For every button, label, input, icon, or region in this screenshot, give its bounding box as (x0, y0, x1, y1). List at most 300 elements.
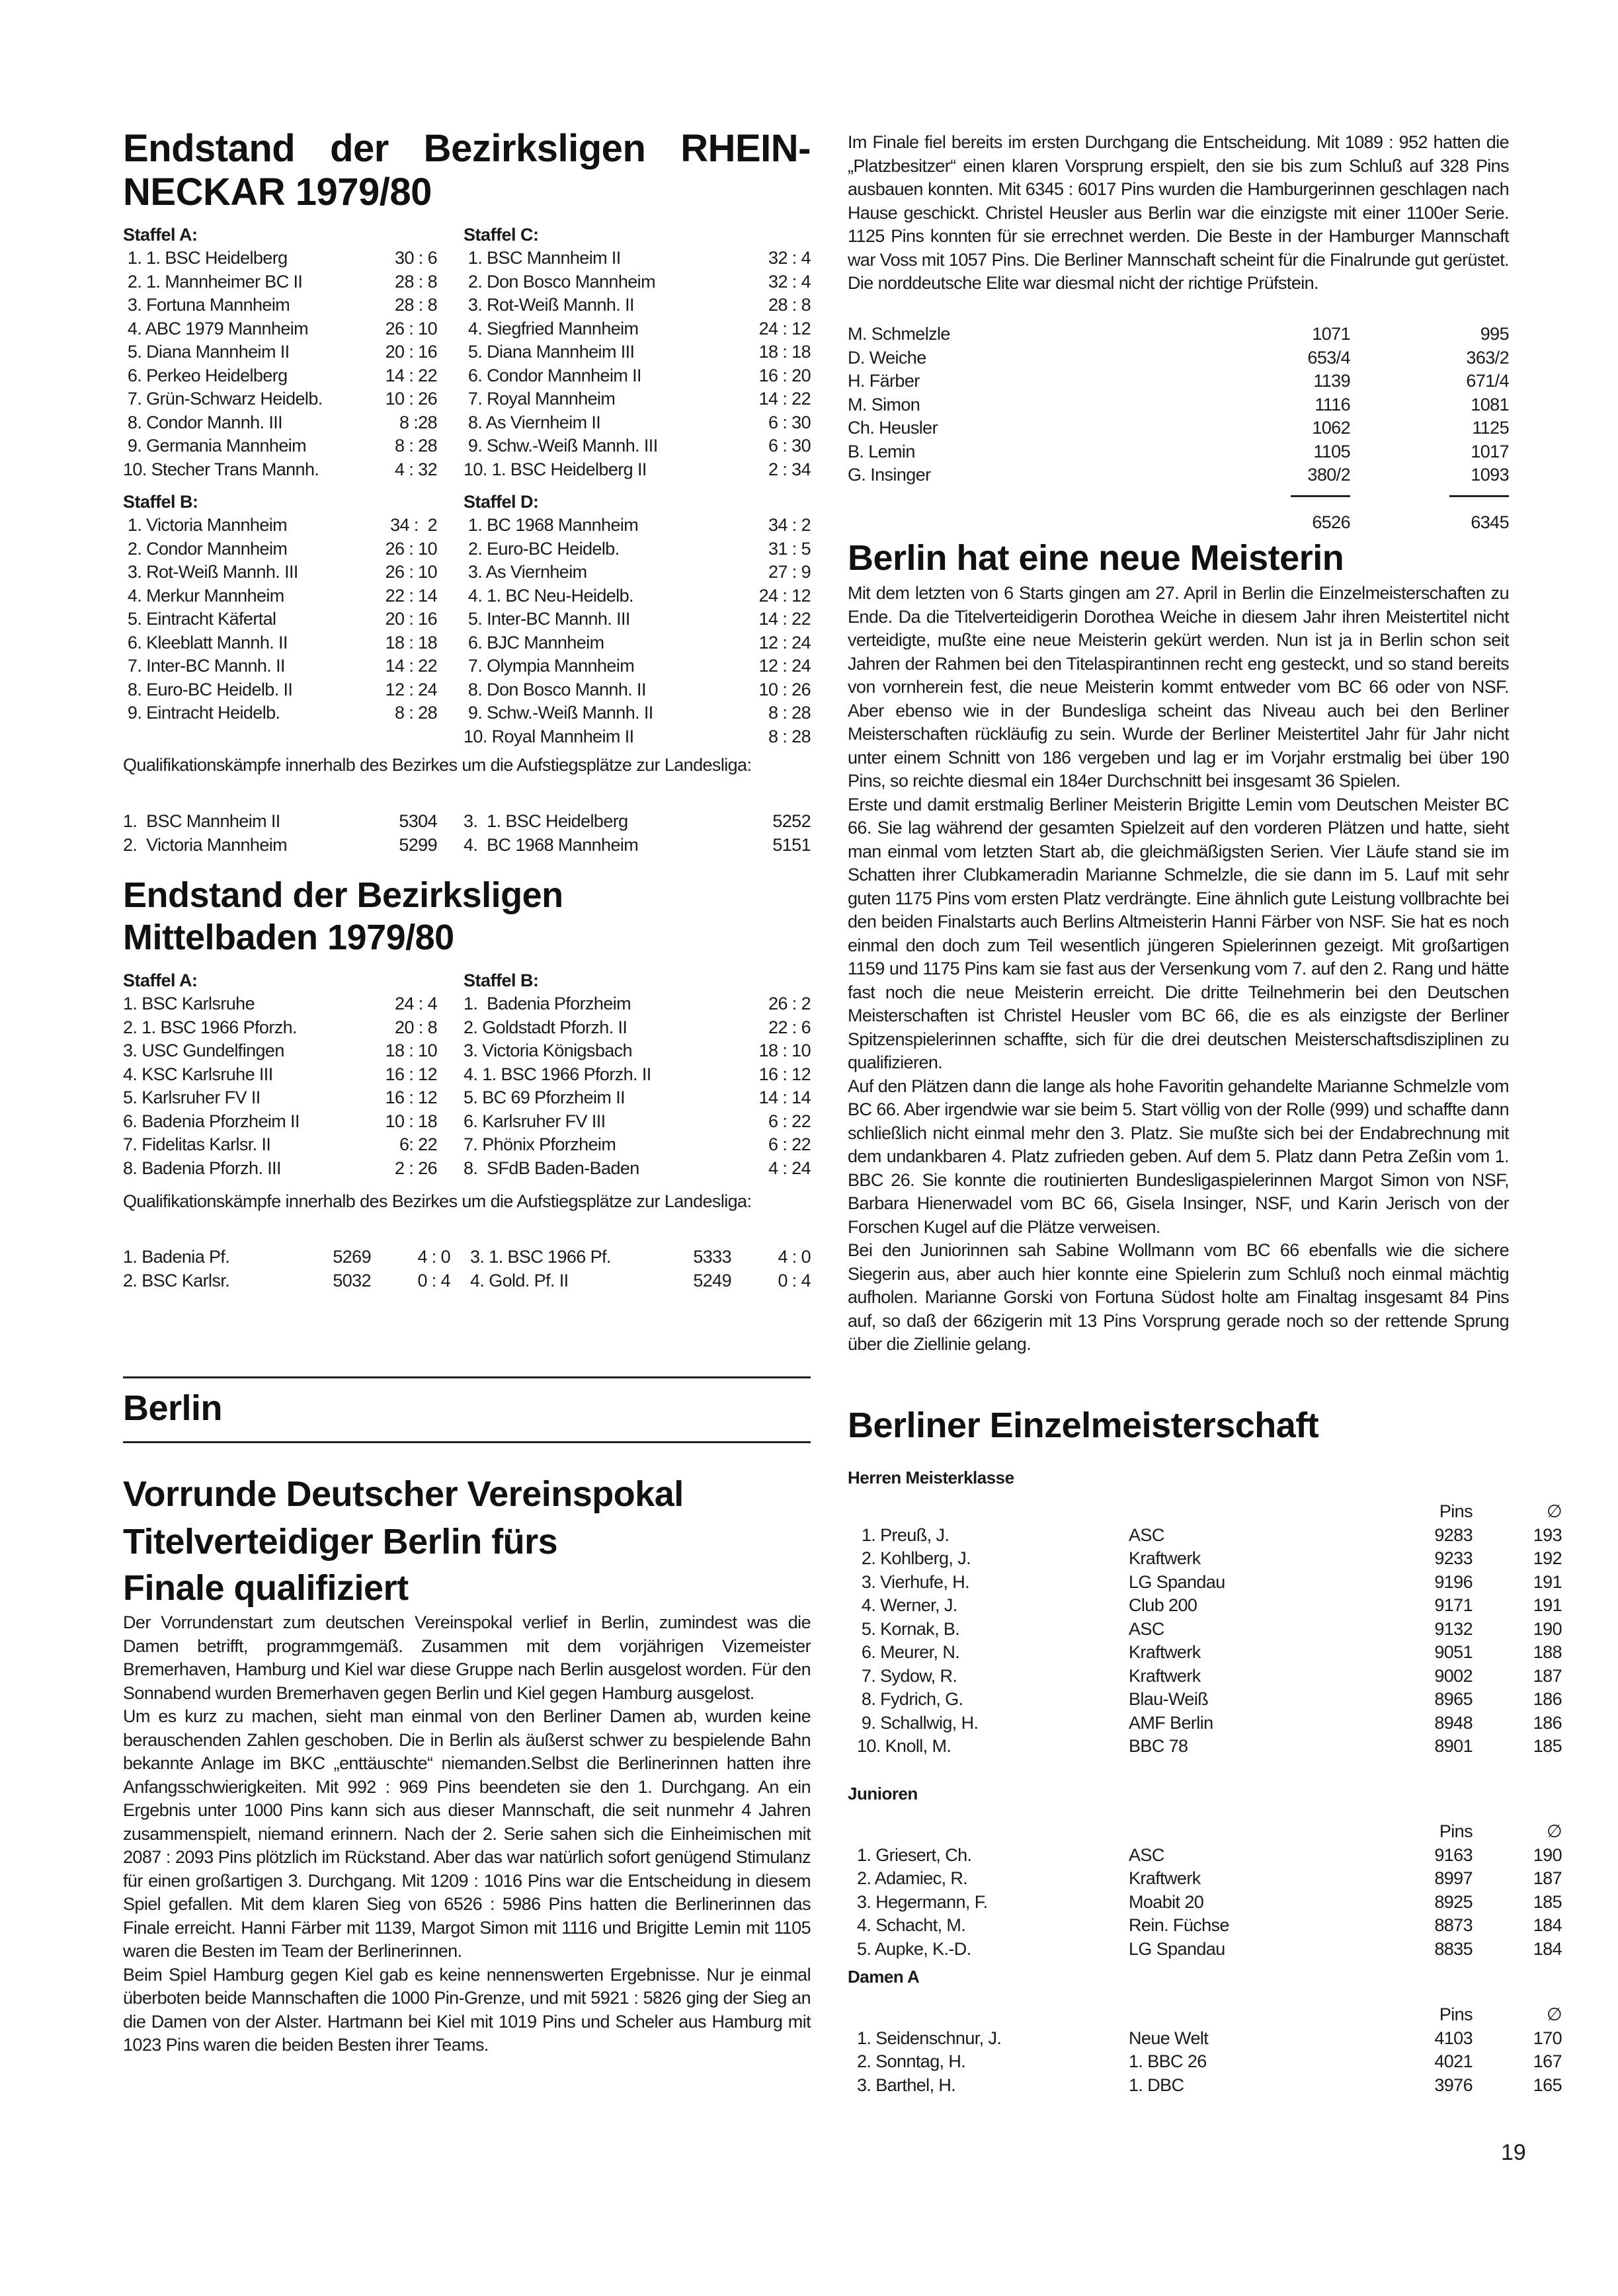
team-name: 1. Victoria Mannheim (123, 515, 288, 535)
table-row (123, 317, 437, 341)
table-row (123, 584, 437, 608)
category-label: Junioren (848, 1784, 918, 1803)
team-name: 4. ABC 1979 Mannheim (123, 318, 309, 338)
staffel-label: Staffel A: (123, 970, 198, 990)
team-name: 4. 1. BC Neu-Heidelb. (464, 585, 633, 606)
team-name: 7. Inter-BC Mannh. II (123, 656, 285, 676)
table-row (848, 1641, 1568, 1665)
staffel-label: Staffel C: (464, 225, 539, 245)
score: 14 : 22 (758, 389, 811, 409)
table-row (848, 323, 1509, 346)
club: 1. DBC (1129, 2075, 1184, 2095)
score: 8 : 28 (768, 703, 811, 723)
table-row (123, 434, 437, 458)
table-row (123, 537, 437, 561)
team-name: 4. KSC Karlsruhe III (123, 1064, 273, 1084)
pins: 9196 (1434, 1571, 1473, 1592)
player-name: 3. Hegermann, F. (857, 1891, 988, 1912)
table-row (848, 2027, 1568, 2051)
team-name: 7. Phönix Pforzheim (464, 1134, 616, 1154)
average: 193 (1533, 1524, 1562, 1545)
score: 24 : 12 (758, 585, 811, 606)
average: 170 (1533, 2028, 1562, 2048)
sum-rule (1291, 495, 1350, 504)
pins: 9233 (1434, 1548, 1473, 1568)
pins: 9283 (1434, 1524, 1473, 1545)
table-row (848, 370, 1509, 393)
table-row (464, 270, 811, 294)
mittelbaden-title-line1: Endstand der Bezirksligen (123, 875, 563, 915)
team-name: 3. Rot-Weiß Mannh. III (123, 562, 298, 582)
page-number: 19 (1501, 2140, 1526, 2165)
table-row (464, 1157, 811, 1181)
score: 20 : 8 (395, 1017, 437, 1037)
score: 26 : 2 (768, 994, 811, 1013)
team-name: 7. Fidelitas Karlsr. II (123, 1134, 271, 1154)
paragraph: Beim Spiel Hamburg gegen Kiel gab es keine nennenswerten Ergebnisse. Nur je einmal überboten beide Mannschaften die 1000 Pin-Grenze, und mit 5921 : 5826 ging der Sieg an die Damen von der Alster. Hartmann bei Kiel mit 1019 Pins und Scheler aus Hamburg mit 1023 Pins waren die beiden Besten ihrer Teams. (123, 1964, 811, 2055)
mittelbaden-staffel-ab (123, 969, 811, 1180)
score: 12 : 24 (385, 679, 437, 699)
team-name: 4. 1. BSC 1966 Pforzh. II (464, 1064, 651, 1084)
player-name: 6. Meurer, N. (857, 1642, 960, 1662)
col-avg: ∅ (1547, 1501, 1562, 1521)
average: 191 (1533, 1571, 1562, 1592)
score: 27 : 9 (768, 562, 811, 582)
team-name: 5. Inter-BC Mannh. III (464, 609, 630, 629)
team-name: 3. Rot-Weiß Mannh. II (464, 295, 634, 315)
player-name: G. Insinger (848, 465, 931, 485)
score: 8 : 28 (395, 703, 437, 723)
table-row (123, 1157, 437, 1181)
paragraph: Mit dem letzten von 6 Starts gingen am 27. April in Berlin die Einzelmeisterschaften zu Ende. Da die Titelverteidigerin Dorothea Weiche in diesem Jahr ihren Meistertitel nicht verteidigte, mußte eine neue Meisterin gekürt werden. Nun ist ja in Berlin schon seit Jahren der Rahmen bei den Titelaspirantinnen recht eng gesteckt, und so stand bereits von vornherein fest, die neue Meisterin kommt entweder vom BC 66 oder von NSF. Aber ebenso wie in der Bundesliga scheint das Niveau auch bei den Berliner Meisterschaften rückläufig zu sein. Wurde der Berliner Meistertitel Jahr für Jahr nicht unter einem Schnitt von 186 vergeben und lag er im Vorjahr erstmalig bei über 190 Pins, so reichte diesmal ein 184er Durchschnitt bei insgesamt 36 Spielen. (848, 583, 1509, 791)
paragraph: Auf den Plätzen dann die lange als hohe Favoritin gehandelte Marianne Schmelzle vom BC 66. Aber irgendwie war sie beim 5. Start völlig von der Rolle (999) und schaffte dann schließlich nicht einmal mehr den 3. Platz. Sie mußte sich bei der Endabrechnung mit dem undankbaren 4. Platz zufrieden geben. Auf dem 5. Platz dann Petra Zeßin vom 1. BBC 26. Sie konnte die routinierten Bundesligaspielerinnen Margot Simon von NSF, Barbara Hienerwadel vom BC 66, Gisela Insinger, NSF, und Karin Jerisch von der Forschen Kugel auf die Plätze verweisen. (848, 1076, 1509, 1237)
table-row (123, 294, 437, 317)
average: 184 (1533, 1938, 1562, 1959)
staffel-a-rows (123, 247, 437, 481)
score: 18 : 10 (758, 1041, 811, 1060)
pins: 5032 (333, 1270, 371, 1290)
table-row (848, 1891, 1568, 1915)
score: 4 : 0 (778, 1247, 811, 1267)
pins: 8965 (1434, 1689, 1473, 1709)
score: 6 : 22 (768, 1111, 811, 1131)
staffel-d-rows (464, 514, 811, 748)
club: Club 200 (1129, 1595, 1197, 1615)
rhein-neckar-title (123, 127, 811, 214)
score: 24 : 4 (395, 994, 437, 1013)
team-name: 8. As Viernheim II (464, 412, 601, 432)
qualification-left (123, 1246, 470, 1292)
table-row (123, 810, 437, 834)
table-row (123, 654, 437, 678)
table-row (123, 458, 437, 482)
second-score: 671/4 (1466, 371, 1509, 391)
team-name: 7. Grün-Schwarz Heidelb. (123, 389, 323, 409)
paragraph: Bei den Juniorinnen sah Sabine Wollmann vom BC 66 ebenfalls wie die sichere Siegerin aus, aber auch hier konnte eine Spielerin zum Schluß noch einmal mächtig aufholen. Marianne Gorski von Fortuna Südost holte am Finaltag insgesamt 84 Pins auf, so daß der 66zigerin mit 13 Pins Vorsprung gerade noch so der rettende Sprung über die Ziellinie gelang. (848, 1240, 1509, 1354)
team-name: 4. BC 1968 Mannheim (464, 834, 639, 855)
score: 16 : 12 (758, 1064, 811, 1084)
player-name: 1. Preuß, J. (857, 1524, 950, 1545)
table-row (464, 294, 811, 317)
table-row (123, 678, 437, 702)
junioren-rows (848, 1844, 1568, 1961)
team-name: 6. BJC Mannheim (464, 632, 604, 653)
team-name: 1. BC 1968 Mannheim (464, 515, 639, 535)
pins: 8997 (1434, 1868, 1473, 1888)
team-name: 3. USC Gundelfingen (123, 1041, 284, 1060)
team-name: 9. Germania Mannheim (123, 436, 307, 455)
team-name: 1. Badenia Pforzheim (464, 994, 631, 1013)
second-score: 1017 (1471, 441, 1509, 461)
team-name: 2. Don Bosco Mannheim (464, 271, 655, 292)
paragraph: Erste und damit erstmalig Berliner Meisterin Brigitte Lemin vom Deutschen Meister BC 66. Sie lag während der gesamten Spielzeit auf den vorderen Plätzen und hatte, sieht man einmal vom letzten Start ab, die gleichmäßigsten Serien. Vier Läufe stand sie im Schatten ihrer Clubkameradin Marianne Schmelzle, die sie dann im 5. Lauf mit sehr guten 1175 Pins vom ersten Platz verdrängte. Eine ähnlich gute Leistung vollbrachte bei den beiden Finalstarts auch Berlins Altmeisterin Hanni Färber von NSF. Sie hat es noch einmal den doch zum Teil wesentlich jüngeren Spielerinnen gezeigt. Mit großartigen 1159 und 1175 Pins kam sie fast aus der Versenkung vom 7. auf den 2. Rang und hätte fast noch die neue Meisterin erreicht. Die dritte Teilnehmerin bei den Deutschen Meisterschaften ist Christel Heusler vom BC 66, die es als einzigste der Berliner Spitzenspielerinnen schaffte, sich für die drei deutschen Meisterschaftsdisziplinen zu qualifizieren. (848, 794, 1509, 1072)
score: 32 : 4 (768, 271, 811, 292)
neue-meisterin-title: Berlin hat eine neue Meisterin (848, 538, 1344, 578)
player-name: H. Färber (848, 371, 920, 391)
player-name: M. Simon (848, 394, 920, 415)
team-name: 4. Gold. Pf. II (470, 1270, 569, 1290)
team-name: 8. Don Bosco Mannh. II (464, 679, 646, 699)
player-name: 2. Sonntag, H. (857, 2051, 966, 2071)
club: Kraftwerk (1129, 1665, 1201, 1686)
average: 185 (1533, 1891, 1562, 1912)
score: 8 :28 (399, 412, 437, 432)
mittelbaden-qualification-text: Qualifikationskämpfe innerhalb des Bezirkes um die Aufstiegsplätze zur Landesliga: (123, 1191, 752, 1211)
team-name: 6. Karlsruher FV III (464, 1111, 606, 1131)
player-name: 5. Aupke, K.-D. (857, 1938, 971, 1959)
team-name: 3. Victoria Königsbach (464, 1041, 632, 1060)
score: 12 : 24 (758, 632, 811, 653)
mittelbaden-title (123, 874, 811, 959)
player-name: D. Weiche (848, 347, 926, 368)
player-name: B. Lemin (848, 441, 915, 461)
table-row (464, 725, 811, 749)
table-row (123, 1133, 437, 1157)
vereinspokal-article-body (123, 1611, 811, 2057)
team-name: 5. Diana Mannheim III (464, 342, 635, 362)
score: 31 : 5 (768, 538, 811, 559)
average: 186 (1533, 1712, 1562, 1733)
junioren-results (848, 1782, 1568, 1961)
table-row (848, 416, 1509, 440)
totals-rule-row (848, 487, 1509, 504)
first-score: 1116 (1315, 394, 1350, 415)
score: 4 : 24 (768, 1158, 811, 1178)
score: 6 : 22 (768, 1134, 811, 1154)
team-name: 1. 1. BSC Heidelberg (123, 248, 288, 268)
table-row (123, 992, 437, 1016)
col-pins: Pins (1439, 1501, 1473, 1521)
team-name: 3. As Viernheim (464, 562, 587, 582)
player-name: 5. Kornak, B. (857, 1618, 960, 1639)
score: 18 : 18 (758, 342, 811, 362)
team-name: 8. Badenia Pforzh. III (123, 1158, 281, 1178)
table-row (848, 1524, 1568, 1548)
club: Kraftwerk (1129, 1868, 1201, 1888)
table-row (848, 1914, 1568, 1938)
pins: 9163 (1434, 1844, 1473, 1865)
section-title-berlin: Berlin (123, 1388, 223, 1428)
player-name: 1. Seidenschnur, J. (857, 2028, 1002, 2048)
herren-results (848, 1466, 1568, 1759)
table-row (464, 1110, 811, 1134)
team-name: 6. Badenia Pforzheim II (123, 1111, 300, 1131)
score: 2 : 26 (395, 1158, 437, 1178)
mb-staffel-b-table (464, 969, 811, 1180)
player-name: 7. Sydow, R. (857, 1665, 957, 1686)
table-row (464, 411, 811, 435)
score: 6: 22 (399, 1134, 437, 1154)
headline-line1: Vorrunde Deutscher Vereinspokal (123, 1474, 684, 1514)
score: 6 : 30 (768, 412, 811, 432)
average: 187 (1533, 1868, 1562, 1888)
score: 5299 (399, 834, 437, 855)
player-name: 8. Fydrich, G. (857, 1689, 963, 1709)
table-row (123, 1039, 437, 1063)
team-name: 10. Stecher Trans Mannh. (123, 459, 319, 479)
col-pins: Pins (1439, 1821, 1473, 1841)
player-score-rows (848, 323, 1509, 487)
table-row (123, 270, 437, 294)
table-row (464, 364, 811, 388)
rhein-neckar-staffel-bd (123, 491, 811, 748)
mb-staffel-a-rows (123, 992, 437, 1180)
table-row (464, 434, 811, 458)
rhein-neckar-title-line2: NECKAR 1979/80 (123, 171, 432, 214)
score: 14 : 22 (385, 365, 437, 385)
pins: 3976 (1434, 2075, 1473, 2095)
average: 167 (1533, 2051, 1562, 2071)
table-row (848, 1938, 1568, 1961)
col-avg: ∅ (1547, 1821, 1562, 1841)
team-name: 4. Merkur Mannheim (123, 585, 284, 606)
category-label: Herren Meisterklasse (848, 1468, 1014, 1487)
table-row (123, 364, 437, 388)
average: 188 (1533, 1642, 1562, 1662)
table-row (464, 387, 811, 411)
table-row (848, 2074, 1568, 2098)
score: 16 : 12 (385, 1088, 437, 1107)
score: 26 : 10 (385, 318, 437, 338)
team-name: 5. Eintracht Käfertal (123, 609, 276, 629)
team-name: 8. Condor Mannh. III (123, 412, 283, 432)
score: 4 : 0 (417, 1247, 450, 1267)
score: 34 : 2 (390, 515, 437, 535)
table-row (464, 631, 811, 655)
table-row (464, 537, 811, 561)
score: 0 : 4 (417, 1270, 450, 1290)
team-name: 1. BSC Mannheim II (123, 811, 280, 831)
pins: 8901 (1434, 1736, 1473, 1756)
paragraph: Um es kurz zu machen, sieht man einmal von den Berliner Damen ab, wurden keine berauschenden Zahlen geschoben. Die in Berlin als äußerst schwer zu bespielende Bahn bekannte Anlage im BKC „enttäuschte“ niemanden.Selbst die Berlinerinnen hatten ihre Anfangsschwierigkeiten. Mit 992 : 969 Pins beendeten sie den 1. Durchgang. An ein Ergebnis unter 1000 Pins kann sich aus dieser Mannschaft, die seit nunmehr 4 Jahren zusammenspielt, niemand erinnern. Nach der 2. Serie sahen sich die Einheimischen mit 2087 : 2093 Pins plötzlich im Rückstand. Aber das war natürlich sofort genügend Stimulanz für einen großartigen 3. Durchgang. Mit 1209 : 1016 Pins war die Entscheidung in diesem Spiel gefallen. Mit dem klaren Sieg von 6526 : 5986 Pins hatten die Berlinerinnen das Finale erreicht. Hanni Färber mit 1139, Margot Simon mit 1116 und Brigitte Lemin mit 1105 waren die Besten im Team der Berlinerinnen. (123, 1706, 811, 1961)
table-row (848, 1712, 1568, 1735)
player-name: 3. Barthel, H. (857, 2075, 956, 2095)
table-row (123, 561, 437, 584)
headline-line3: Finale qualifiziert (123, 1568, 409, 1608)
team-name: 7. Olympia Mannheim (464, 656, 635, 676)
table-row (464, 340, 811, 364)
score: 18 : 18 (385, 632, 437, 653)
mittelbaden-title-line2: Mittelbaden 1979/80 (123, 918, 454, 957)
table-row (123, 1063, 437, 1087)
team-name: 10. 1. BSC Heidelberg II (464, 459, 647, 479)
club: 1. BBC 26 (1129, 2051, 1207, 2071)
score: 10 : 26 (758, 679, 811, 699)
score: 14 : 14 (758, 1088, 811, 1107)
team-name: 7. Royal Mannheim (464, 389, 616, 409)
table-row (848, 1844, 1568, 1868)
first-score: 1062 (1312, 418, 1350, 438)
mb-staffel-a-table (123, 969, 464, 1180)
table-row (848, 1571, 1568, 1595)
staffel-label: Staffel B: (123, 492, 198, 512)
table-row (470, 1269, 811, 1293)
paragraph: Der Vorrundenstart zum deutschen Vereinspokal verlief in Berlin, zumindest was die Damen betrifft, programmgemäß. Zusammen mit dem vorjährigen Vizemeister Bremerhaven, Hamburg und Kiel war diese Gruppe nach Berlin ausgelost worden. Für den Sonnabend wurden Bremerhaven gegen Berlin und Kiel gegen Hamburg ausgelost. (123, 1612, 811, 1703)
first-score: 1139 (1313, 371, 1350, 391)
staffel-label: Staffel D: (464, 492, 539, 512)
table-row (848, 1618, 1568, 1642)
player-name: 2. Kohlberg, J. (857, 1548, 971, 1568)
first-score: 1071 (1312, 324, 1350, 344)
total-first: 6526 (1312, 512, 1350, 532)
table-row (123, 1016, 437, 1040)
table-row (848, 1665, 1568, 1688)
pins: 4021 (1434, 2051, 1473, 2071)
section-divider-bottom (123, 1441, 811, 1443)
category-label: Damen A (848, 1967, 920, 1987)
table-row (123, 340, 437, 364)
average: 192 (1533, 1548, 1562, 1568)
club: LG Spandau (1129, 1938, 1225, 1959)
table-header (848, 1820, 1568, 1844)
score: 24 : 12 (758, 318, 811, 338)
team-name: 6. Perkeo Heidelberg (123, 365, 288, 385)
pins: 8925 (1434, 1891, 1473, 1912)
average: 184 (1533, 1915, 1562, 1935)
score: 14 : 22 (385, 656, 437, 676)
table-row (123, 701, 437, 725)
score: 32 : 4 (768, 248, 811, 268)
table-row (464, 317, 811, 341)
score: 2 : 34 (768, 459, 811, 479)
club: Blau-Weiß (1129, 1689, 1209, 1709)
pins: 4103 (1434, 2028, 1473, 2048)
pins: 5249 (693, 1270, 731, 1290)
staffel-d-table (464, 491, 811, 748)
team-name: 3. 1. BSC Heidelberg (464, 811, 628, 831)
team-name: 9. Eintracht Heidelb. (123, 703, 280, 723)
score: 30 : 6 (395, 248, 437, 268)
score: 10 : 18 (385, 1111, 437, 1131)
club: Rein. Füchse (1129, 1915, 1229, 1935)
score: 6 : 30 (768, 436, 811, 455)
table-row (123, 608, 437, 631)
team-name: 5. Diana Mannheim II (123, 342, 290, 362)
col-avg: ∅ (1547, 2004, 1562, 2024)
team-name: 2. 1. BSC 1966 Pforzh. (123, 1017, 297, 1037)
player-name: 4. Werner, J. (857, 1595, 957, 1615)
club: BBC 78 (1129, 1736, 1188, 1756)
pins: 9132 (1434, 1618, 1473, 1639)
table-row (123, 247, 437, 270)
table-row (848, 1688, 1568, 1712)
player-name: M. Schmelzle (848, 324, 950, 344)
score: 5252 (772, 811, 811, 831)
pins: 5269 (333, 1247, 371, 1267)
qualification-right (470, 1246, 811, 1292)
table-row (464, 834, 811, 857)
finale-player-scores (848, 323, 1509, 534)
pins: 8948 (1434, 1712, 1473, 1733)
rhein-neckar-qualification-text: Qualifikationskämpfe innerhalb des Bezirkes um die Aufstiegsplätze zur Landesliga: (123, 755, 752, 775)
club: LG Spandau (1129, 1571, 1225, 1592)
table-row (848, 346, 1509, 370)
rhein-neckar-staffel-ac (123, 223, 811, 481)
table-row (464, 584, 811, 608)
score: 28 : 8 (395, 295, 437, 315)
staffel-label: Staffel A: (123, 225, 198, 245)
table-row (123, 1269, 450, 1293)
table-row (470, 1246, 811, 1269)
table-row (123, 514, 437, 537)
team-name: 1. BSC Karlsruhe (123, 994, 255, 1013)
club: ASC (1129, 1524, 1164, 1545)
table-row (464, 458, 811, 482)
score: 26 : 10 (385, 562, 437, 582)
team-name: 9. Schw.-Weiß Mannh. II (464, 703, 653, 723)
score: 28 : 8 (768, 295, 811, 315)
table-row (464, 608, 811, 631)
table-row (464, 1063, 811, 1087)
table-header (848, 2003, 1568, 2027)
sum-rule (1449, 495, 1509, 504)
club: Kraftwerk (1129, 1642, 1201, 1662)
mittelbaden-qualification-table (123, 1246, 811, 1292)
score: 22 : 6 (768, 1017, 811, 1037)
team-name: 3. Fortuna Mannheim (123, 295, 290, 315)
pins: 8835 (1434, 1938, 1473, 1959)
score: 26 : 10 (385, 538, 437, 559)
club: Neue Welt (1129, 2028, 1209, 2048)
player-name: 9. Schallwig, H. (857, 1712, 979, 1733)
table-row (464, 678, 811, 702)
team-name: 2. 1. Mannheimer BC II (123, 271, 303, 292)
player-name: 10. Knoll, M. (857, 1736, 951, 1756)
table-row (464, 247, 811, 270)
average: 190 (1533, 1618, 1562, 1639)
staffel-label: Staffel B: (464, 970, 539, 990)
team-name: 5. Karlsruher FV II (123, 1088, 261, 1107)
table-row (123, 387, 437, 411)
first-score: 653/4 (1307, 347, 1350, 368)
totals-row (848, 511, 1509, 535)
table-row (464, 810, 811, 834)
pins: 9051 (1434, 1642, 1473, 1662)
club: AMF Berlin (1129, 1712, 1213, 1733)
section-divider-top (123, 1376, 811, 1378)
neue-meisterin-body (848, 582, 1509, 1357)
vereinspokal-headline (123, 1470, 811, 1610)
team-name: 6. Kleeblatt Mannh. II (123, 632, 288, 653)
table-row (464, 654, 811, 678)
rhein-neckar-title-line1: Endstand der Bezirksligen RHEIN- (123, 127, 811, 170)
first-score: 1105 (1313, 441, 1350, 461)
einzelmeisterschaft-title: Berliner Einzelmeisterschaft (848, 1405, 1319, 1445)
club: ASC (1129, 1618, 1164, 1639)
table-row (123, 1086, 437, 1110)
table-row (464, 701, 811, 725)
score: 8 : 28 (395, 436, 437, 455)
